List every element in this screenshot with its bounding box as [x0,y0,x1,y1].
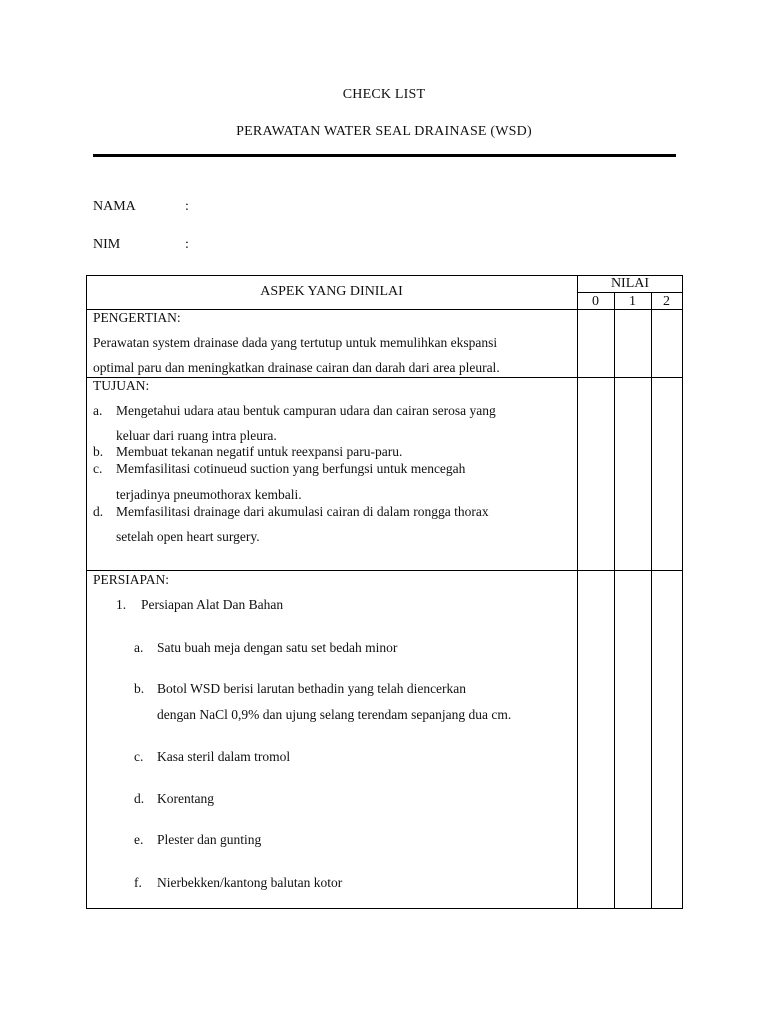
persiapan-title: PERSIAPAN: [93,572,170,587]
tujuan-item-line: Memfasilitasi drainage dari akumulasi cairan di dalam rongga thorax [116,504,489,519]
pengertian-line: Perawatan system drainase dada yang tertutup untuk memulihkan ekspansi [93,335,498,350]
persiapan-score-1-cell[interactable] [615,571,651,908]
score-column-1: 1 [629,294,636,309]
persiapan-item-line: Botol WSD berisi larutan bethadin yang telah diencerkan [157,681,467,696]
nim-label: NIM [93,237,121,252]
nama-colon: : [185,199,189,214]
pengertian-title: PENGERTIAN: [93,310,181,325]
tujuan-item-line: Membuat tekanan negatif untuk reexpansi paru-paru. [116,444,403,459]
document-subtitle: PERAWATAN WATER SEAL DRAINASE (WSD) [236,124,532,139]
tujuan-item-line: Mengetahui udara atau bentuk campuran udara dan cairan serosa yang [116,403,496,418]
score-column-2: 2 [663,294,670,309]
persiapan-score-2-cell[interactable] [652,571,682,908]
pengertian-score-0-cell[interactable] [578,310,614,377]
persiapan-item-line: Satu buah meja dengan satu set bedah minor [157,640,398,655]
table-border-right [682,275,683,909]
tujuan-item-marker: b. [93,444,104,459]
persiapan-item-marker: a. [134,640,144,655]
pengertian-line: optimal paru dan meningkatkan drainase cairan dan darah dari area pleural. [93,360,500,375]
persiapan-item-line: Kasa steril dalam tromol [157,749,291,764]
persiapan-item-marker: f. [134,875,142,890]
document-title: CHECK LIST [342,87,426,102]
nama-field[interactable] [93,199,189,215]
persiapan-subsection-marker: 1. [116,597,127,612]
tujuan-item-line: terjadinya pneumothorax kembali. [116,487,302,502]
persiapan-item-marker: b. [134,681,145,696]
nilai-header-divider [577,292,683,293]
nilai-header: NILAI [610,276,650,291]
tujuan-item-marker: c. [93,461,103,476]
nim-colon: : [185,237,189,252]
nim-field[interactable] [93,237,189,253]
tujuan-item-marker: a. [93,403,103,418]
persiapan-item-marker: e. [134,832,144,847]
persiapan-subsection-label: Persiapan Alat Dan Bahan [141,597,284,612]
tujuan-score-1-cell[interactable] [615,378,651,570]
persiapan-item-line: Korentang [157,791,214,806]
table-border-left [86,275,87,909]
aspect-header: ASPEK YANG DINILAI [260,284,403,299]
tujuan-score-2-cell[interactable] [652,378,682,570]
nama-label: NAMA [93,199,136,214]
persiapan-item-line: Nierbekken/kantong balutan kotor [157,875,343,890]
persiapan-item-line: Plester dan gunting [157,832,262,847]
table-border-bottom [86,908,683,909]
score-column-0: 0 [592,294,599,309]
tujuan-item-line: Memfasilitasi cotinueud suction yang berfungsi untuk mencegah [116,461,466,476]
pengertian-score-2-cell[interactable] [652,310,682,377]
persiapan-item-marker: d. [134,791,145,806]
title-divider [93,154,676,157]
tujuan-item-marker: d. [93,504,104,519]
persiapan-item-marker: c. [134,749,144,764]
tujuan-item-line: setelah open heart surgery. [116,529,260,544]
tujuan-item-line: keluar dari ruang intra pleura. [116,428,277,443]
persiapan-score-0-cell[interactable] [578,571,614,908]
persiapan-item-line: dengan NaCl 0,9% dan ujung selang terendam sepanjang dua cm. [157,707,512,722]
pengertian-score-1-cell[interactable] [615,310,651,377]
tujuan-title: TUJUAN: [93,378,150,393]
tujuan-score-0-cell[interactable] [578,378,614,570]
